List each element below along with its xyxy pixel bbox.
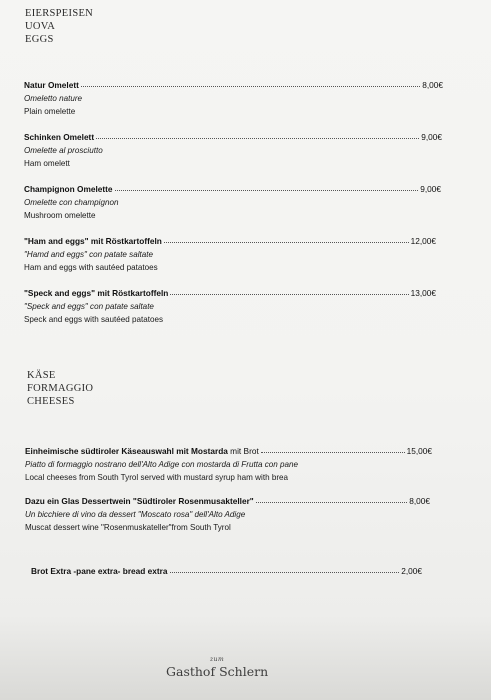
item-italian: Omelette con champignon <box>24 198 119 207</box>
item-name: "Ham and eggs" mit Röstkartoffeln <box>24 236 162 246</box>
logo-word-zum: zum <box>210 656 225 663</box>
heading-german: KÄSE <box>27 370 56 381</box>
item-italian: Un bicchiere di vino da dessert "Moscato rosa" dell'Alto Adige <box>25 510 246 519</box>
dot-leader <box>164 236 409 243</box>
dot-leader <box>170 288 408 295</box>
item-italian: Piatto di formaggio nostrano dell'Alto Adige con mostarda di Frutta con pane <box>25 460 298 469</box>
logo-word-schlern: Schlern <box>219 664 269 679</box>
heading-english: EGGS <box>25 34 54 45</box>
item-english: Ham omelett <box>24 159 70 168</box>
item-name: "Speck and eggs" mit Röstkartoffeln <box>24 288 169 298</box>
item-price: 15,00€ <box>406 446 432 456</box>
menu-item-bread-extra <box>31 565 422 578</box>
menu-item-dessert-wine <box>25 495 430 534</box>
item-price: 8,00€ <box>422 80 443 90</box>
item-italian: "Speck and eggs" con patate saltate <box>24 302 154 311</box>
item-price: 2,00€ <box>401 566 422 576</box>
dot-leader <box>261 446 405 453</box>
item-english: Local cheeses from South Tyrol served with mustard syrup ham with brea <box>25 473 289 482</box>
dot-leader <box>115 184 419 191</box>
item-english: Speck and eggs with sautéed patatoes <box>24 315 164 324</box>
item-name: Schinken Omelett <box>24 132 95 142</box>
menu-item-speck-and-eggs <box>24 287 436 326</box>
item-italian: "Hamd and eggs" con patate saltate <box>24 250 154 259</box>
item-name: Natur Omelett <box>24 80 79 90</box>
dot-leader <box>81 80 420 87</box>
item-name-suffix: mit Brot <box>227 446 259 456</box>
menu-item-champignon-omelette <box>24 183 441 222</box>
item-price: 8,00€ <box>409 496 430 506</box>
heading-german: EIERSPEISEN <box>25 8 94 19</box>
item-italian: Omelette al prosciutto <box>24 146 103 155</box>
cheese-section-heading <box>27 369 93 408</box>
heading-italian: FORMAGGIO <box>27 383 94 394</box>
item-price: 13,00€ <box>410 288 436 298</box>
menu-item-natur-omelett <box>24 79 443 118</box>
item-english: Ham and eggs with sautéed patatoes <box>24 263 158 272</box>
menu-item-ham-and-eggs <box>24 235 436 274</box>
item-price: 9,00€ <box>421 132 442 142</box>
item-name: Champignon Omelette <box>24 184 113 194</box>
item-english: Plain omelette <box>24 107 76 116</box>
menu-item-schinken-omelett <box>24 131 442 170</box>
gasthof-logo <box>166 656 269 679</box>
item-name: Einheimische südtiroler Käseauswahl mit Mostarda <box>25 446 228 456</box>
item-price: 12,00€ <box>410 236 436 246</box>
item-english: Muscat dessert wine "Rosenmuskateller"from South Tyrol <box>25 523 231 532</box>
heading-english: CHEESES <box>27 396 75 407</box>
logo-word-gasthof: Gasthof <box>166 664 216 679</box>
menu-item-cheese-selection <box>25 445 432 484</box>
egg-section-heading <box>25 7 93 46</box>
item-name: Dazu ein Glas Dessertwein "Südtiroler Rosenmusakteller" <box>25 496 254 506</box>
dot-leader <box>96 132 419 139</box>
item-name: Brot Extra -pane extra- bread extra <box>31 566 168 576</box>
dot-leader <box>170 566 400 573</box>
item-italian: Omeletto nature <box>24 94 83 103</box>
item-english: Mushroom omelette <box>24 211 96 220</box>
item-price: 9,00€ <box>420 184 441 194</box>
heading-italian: UOVA <box>25 21 56 32</box>
dot-leader <box>256 496 408 503</box>
